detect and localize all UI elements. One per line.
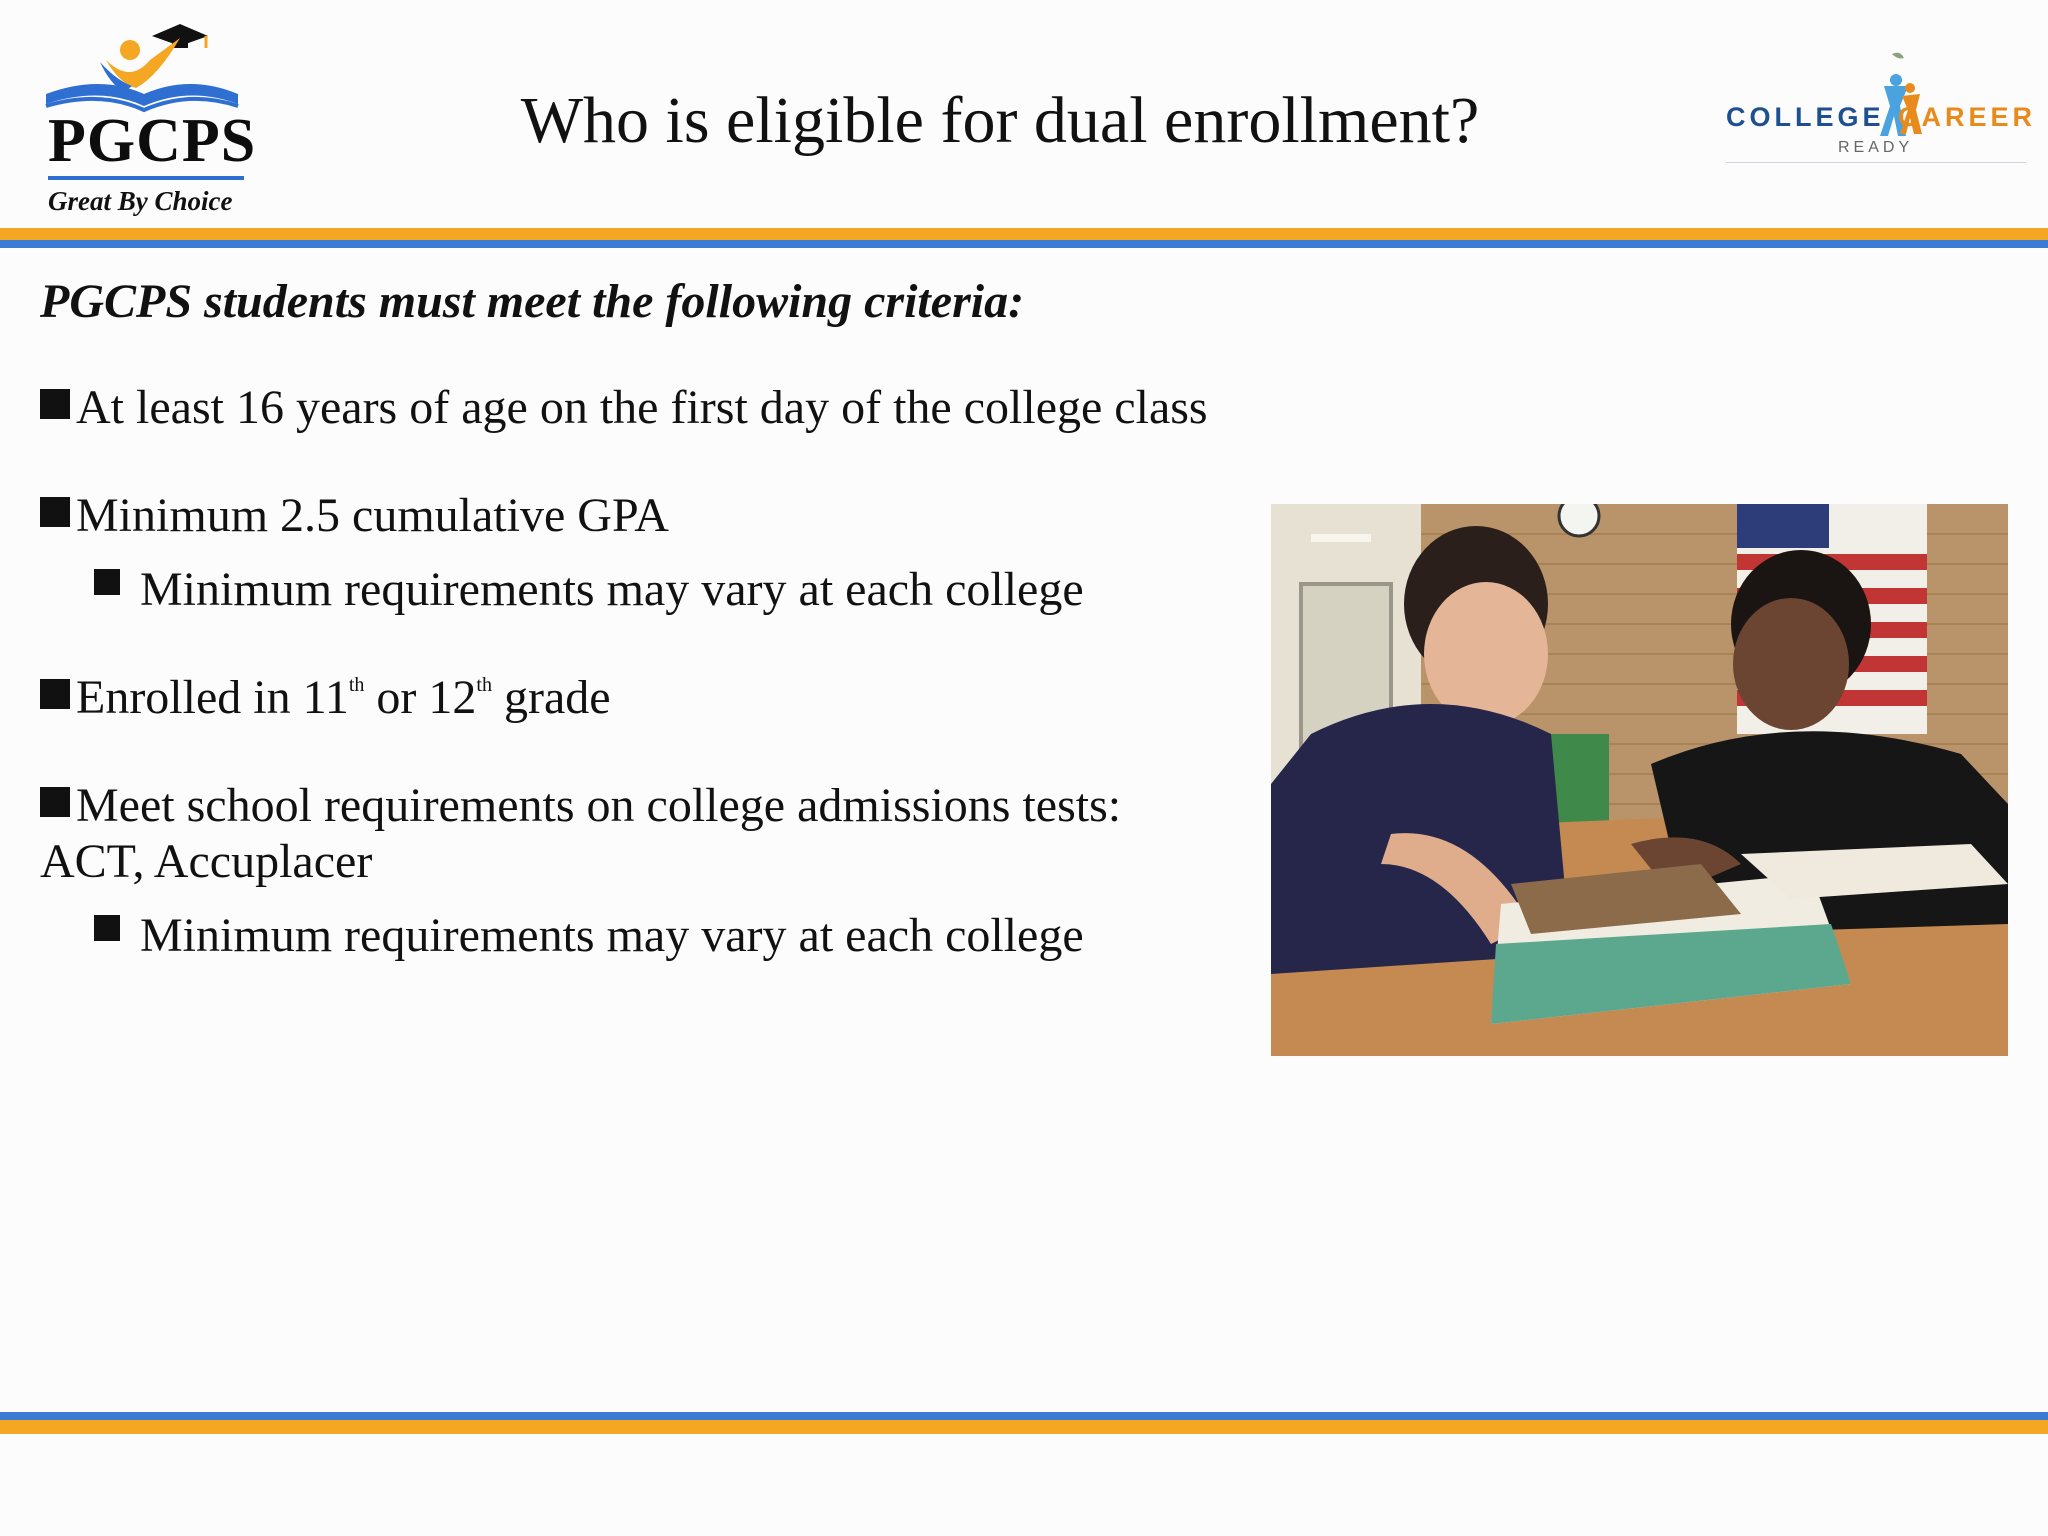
pgcps-tagline: Great By Choice [48, 186, 233, 216]
top-orange-stripe [0, 228, 2048, 240]
career-label: CAREER [1898, 102, 2037, 132]
bullet-tests [40, 778, 1121, 834]
bullet-text: At least 16 years of age on the first day of the college class [76, 381, 1208, 434]
ordinal-suffix: th [476, 674, 492, 696]
square-bullet-icon [94, 569, 120, 595]
bullet-text-part: or 12 [364, 671, 477, 724]
top-blue-stripe [0, 240, 2048, 248]
ready-label: READY [1838, 139, 1914, 156]
bullet-grade [40, 670, 611, 726]
pgcps-logo [40, 14, 257, 216]
slide-title: Who is eligible for dual enrollment? [520, 84, 1480, 157]
square-bullet-icon [40, 497, 70, 527]
square-bullet-icon [40, 679, 70, 709]
square-bullet-icon [94, 915, 120, 941]
bullet-gpa [40, 488, 669, 544]
logo-rule [1726, 162, 2026, 163]
college-career-ready-logo [1712, 50, 2042, 160]
bullet-text-part: grade [491, 671, 611, 724]
bullet-text: Meet school requirements on college admissions tests: [76, 779, 1122, 832]
book-and-graduate-icon [40, 14, 250, 114]
bullet-text: Minimum 2.5 cumulative GPA [76, 489, 669, 542]
bullet-tests-continuation: ACT, Accuplacer [40, 835, 373, 888]
bullet-text-part: Enrolled in 11 [76, 671, 349, 724]
pgcps-wordmark: PGCPS [48, 107, 257, 175]
sub-bullet-gpa-vary [94, 562, 1084, 618]
ordinal-suffix: th [348, 674, 365, 696]
square-bullet-icon [40, 389, 70, 419]
college-label: COLLEGE [1726, 102, 1885, 132]
bullet-age [40, 380, 1208, 436]
bottom-orange-stripe [0, 1420, 2048, 1434]
sub-bullet-text: Minimum requirements may vary at each college [140, 563, 1084, 616]
study-scene-illustration [1271, 504, 2008, 1056]
two-men-studying-at-table-photo [1271, 504, 2008, 1056]
sub-bullet-text: Minimum requirements may vary at each college [140, 909, 1084, 962]
criteria-heading: PGCPS students must meet the following criteria: [40, 275, 1025, 328]
logo-underline [48, 176, 244, 180]
jumping-figures-icon [1862, 50, 1932, 150]
square-bullet-icon [40, 787, 70, 817]
sub-bullet-tests-vary [94, 908, 1084, 964]
bottom-blue-stripe [0, 1412, 2048, 1420]
